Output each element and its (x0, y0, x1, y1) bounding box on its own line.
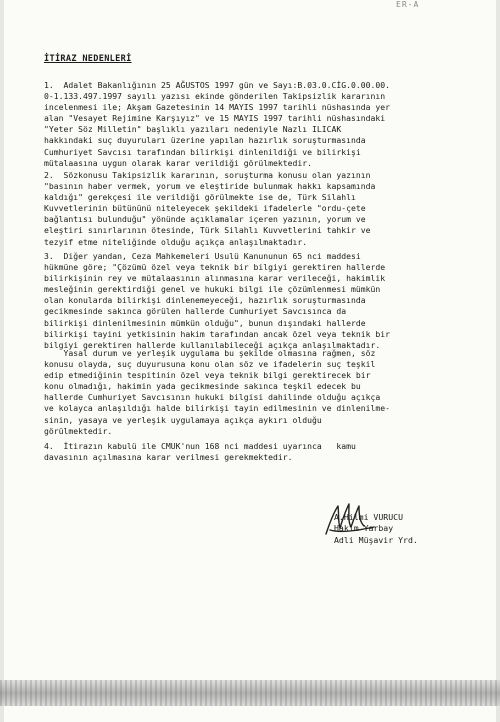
corner-page-mark: ER-A (396, 0, 420, 9)
paragraph-line: mütalaasına uygun olarak karar verildiği görülmektedir. (44, 157, 313, 168)
document-heading: İTİRAZ NEDENLERİ (44, 54, 132, 64)
left-page-edge (0, 0, 4, 722)
paragraph-4 (44, 441, 462, 463)
paragraph-line: 0-1.133.497.1997 sayılı yazısı ekinde gönderilen Takipsizlik kararının (44, 91, 386, 102)
paragraph-line: bilirkişi dinlenilmesinin mümkün olduğu", bunun dışındaki hallerde (44, 317, 366, 328)
paragraph-legal-situation (44, 348, 462, 437)
paragraph-line: Cumhuriyet Savcısı tarafından bilirkişi dinlenildiği ve bilirkişi (44, 146, 361, 157)
paragraph-line: hakkındaki suç duyuruları üzerine yapılan hazırlık soruşturmasında (44, 135, 366, 146)
paragraph-line: Yasal durum ve yerleşik uygulama bu şekilde olmasına rağmen, söz (44, 348, 376, 358)
paragraph-line: 4. İtirazın kabulü ile CMUK'nun 168 nci maddesi uyarınca kamu (44, 441, 356, 451)
paragraph-line: sinin, yasaya ve yerleşik uygulamaya açıkça aykırı olduğu (44, 414, 322, 425)
paragraph-line: davasının açılmasına karar verilmesi gerekmektedir. (44, 452, 293, 463)
paragraph-line: bağlantısı bulunduğu" yönünde açıklamalar içeren yazının, yorum ve (44, 214, 366, 225)
paragraph-line: 2. Sözkonusu Takipsizlik kararının, soruşturma konusu olan yazının (44, 170, 371, 180)
paragraph-line: "basının haber vermek, yorum ve eleştiride bulunmak hakkı kapsamında (44, 181, 376, 192)
signer-name: A.Hilmi VURUCU (334, 512, 404, 522)
paragraph-line: görülmektedir. (44, 425, 113, 436)
paragraph-line: konu olmadığı, hakimin yada gecikmesinde sakınca teşkil edecek bu (44, 381, 361, 392)
paragraph-line: olan konularda bilirkişi dinlenemeyeceği, hazırlık soruşturmasında (44, 295, 366, 306)
paragraph-2 (44, 170, 462, 248)
paragraph-line: alan "Vesayet Rejimine Karşıyız" ve 15 MAYIS 1997 tarihli nüshasındaki (44, 113, 386, 124)
paragraph-3 (44, 251, 462, 351)
paragraph-line: incelenmesi ile; Akşam Gazetesinin 14 MAYIS 1997 tarihli nüshasında yer (44, 102, 390, 113)
signature-block (334, 512, 418, 546)
paragraph-line: edip etmediğinin tespitinin özel veya teknik bilgi gerektirecek bir (44, 370, 371, 381)
paragraph-line: 3. Diğer yandan, Ceza Mahkemeleri Usulü Kanununun 65 nci maddesi (44, 251, 361, 261)
paragraph-line: 1. Adalet Bakanlığının 25 AĞUSTOS 1997 gün ve Sayı:B.03.0.CİG.0.00.00. (44, 80, 390, 90)
paragraph-line: bilirkişinin rey ve mütalaasının alınmasına karar verileceği, hakimlik (44, 273, 386, 284)
paragraph-line: hallerde Cumhuriyet Savcısının hukuki bilgisi dahilinde olduğu açıkça (44, 392, 381, 403)
paragraph-line: ve kolayca anlaşıldığı halde bilirkişi tayin edilmesinin ve dinlenilme- (44, 403, 390, 414)
scan-artifact-strip (0, 680, 500, 706)
signer-rank: Hakim Yarbay (334, 523, 394, 534)
paragraph-line: konusu olayda, suç duyurusuna konu olan söz ve ifadelerin suç teşkil (44, 359, 376, 370)
paragraph-line: gecikmesinde sakınca görülen hallerde Cumhuriyet Savcısınca da (44, 306, 347, 317)
paragraph-line: eleştiri sınırlarının ötesinde, Türk Silahlı Kuvvetlerini tahkir ve (44, 225, 371, 236)
right-page-edge (496, 0, 500, 722)
paragraph-line: bilgiyi gerektiren hallerde kullanılabileceği açıkça anlaşılmaktadır. (44, 339, 381, 350)
paragraph-1 (44, 80, 462, 169)
paragraph-line: bilirkişi tayini yetkisinin hakim tarafından ancak özel veya teknik bir (44, 328, 390, 339)
paragraph-line: hükmüne göre; "Çözümü özel veya teknik bir bilgiyi gerektiren hallerde (44, 262, 386, 273)
paragraph-line: Kuvvetlerinin bütününü niteleyecek şekildeki ifadelerle "ordu-çete (44, 203, 366, 214)
paragraph-line: mesleğinin gerektirdiği genel ve hukuki bilgi ile çözümlenmesi mümkün (44, 284, 381, 295)
paragraph-line: "Yeter Söz Milletin" başlıklı yazıları nedeniyle Nazlı ILICAK (44, 124, 342, 135)
paragraph-line: kaldığı" gerekçesi ile verildiği görülmekte ise de, Türk Silahlı (44, 192, 356, 203)
paragraph-line: tezyif etme niteliğinde olduğu açıkça anlaşılmaktadır. (44, 236, 308, 247)
signer-title: Adli Müşavir Yrd. (334, 534, 418, 545)
